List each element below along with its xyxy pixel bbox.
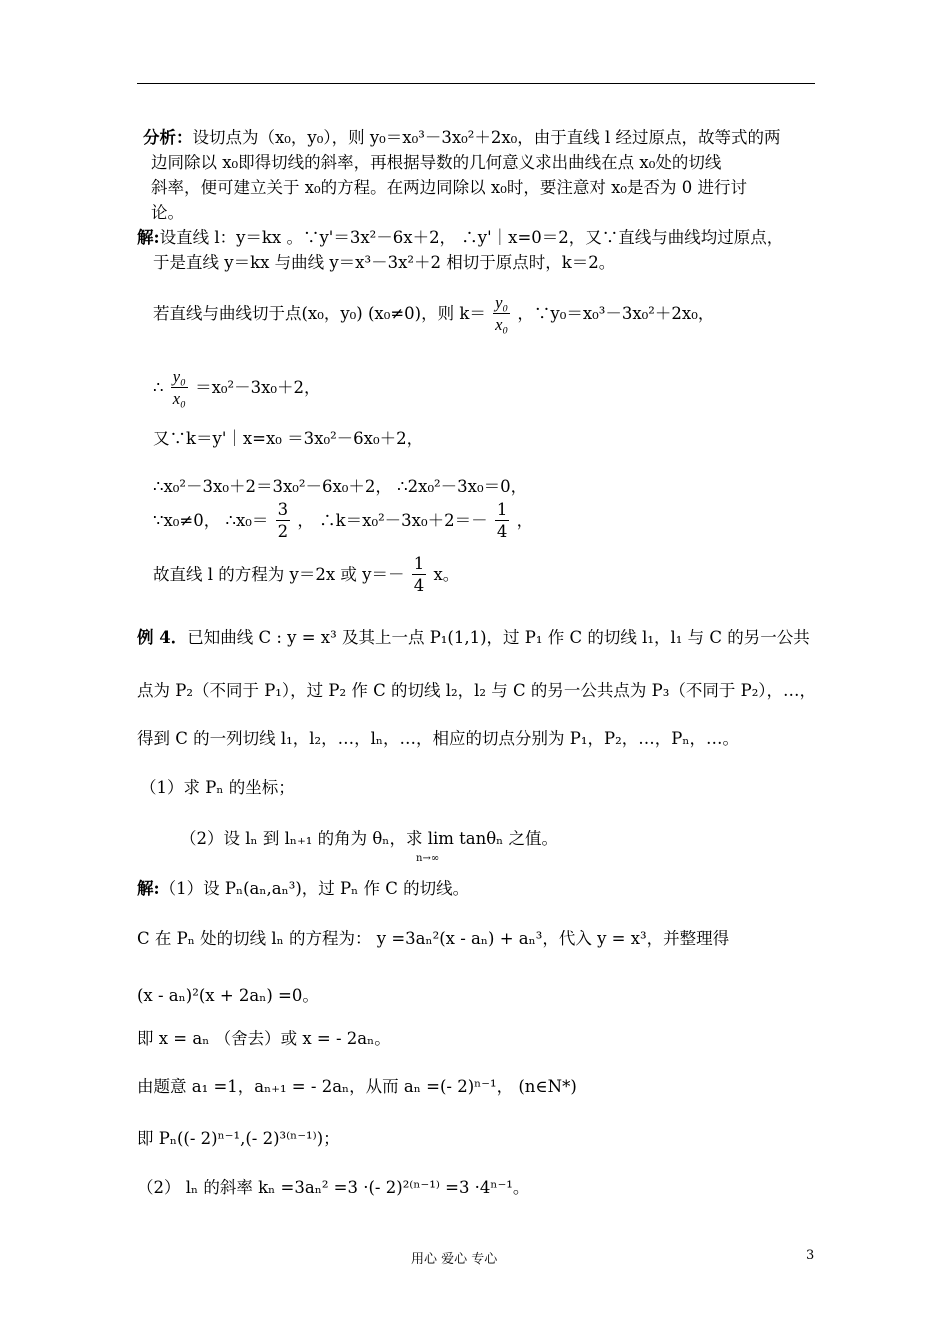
limit-subscript: n→∞ [416,853,440,864]
fraction-1-4: $\frac{1}{4}$ [496,500,508,541]
solution2-line-4: 即 x = aₙ （舍去）或 x = - 2aₙ。 [137,1029,391,1048]
solution2-line-1: 解:（1）设 Pₙ(aₙ,aₙ³)，过 Pₙ 作 C 的切线。 [137,879,470,898]
example4-line-1: 例 4．已知曲线 C : y = x³ 及其上一点 P₁(1,1)，过 P₁ 作 C 的切线 l₁，l₁ 与 C 的另一公共 [137,628,810,647]
fraction-y0-x0: $\frac{\text{y₀}}{\text{x₀}}$ [172,367,186,408]
solution1-label: 解: [137,228,160,247]
analysis-line-4: 论。 [151,203,184,222]
solution1-line-8: 故直线 l 的方程为 y＝2x 或 y＝－ $\frac{1}{4}$ x。 [153,554,460,595]
solution1-line-5: 又∵k＝y'｜x=x₀ ＝3x₀²－6x₀＋2， [153,429,424,448]
solution1-line-2: 于是直线 y＝kx 与曲线 y＝x³－3x²＋2 相切于原点时，k＝2。 [153,253,616,272]
example4-question-1: （1）求 Pₙ 的坐标； [140,778,295,797]
fraction-y0-x0: $\frac{\text{y₀}}{\text{x₀}}$ [495,293,509,334]
solution1-line-4: ∴ $\frac{\text{y₀}}{\text{x₀}}$ ＝x₀²－3x₀＋2， [153,367,321,408]
analysis-line-1: 分析：设切点为（x₀，y₀），则 y₀＝x₀³－3x₀²＋2x₀，由于直线 l 经过原点，故等式的两 [143,128,781,147]
analysis-label: 分析： [143,128,193,147]
solution1-line-7: ∵x₀≠0， ∴x₀＝ $\frac{3}{2}$ ， ∴k＝x₀²－3x₀＋2＝－ $\frac{1}{4}$ ， [153,500,534,541]
analysis-line-2: 边同除以 x₀即得切线的斜率，再根据导数的几何意义求出曲线在点 x₀处的切线 [151,153,722,172]
solution2-label: 解: [137,879,160,898]
page-number: 3 [806,1248,815,1263]
solution2-line-3: (x - aₙ)²(x + 2aₙ) =0。 [137,986,319,1005]
fraction-3-2: $\frac{3}{2}$ [277,500,289,541]
solution2-line-6: 即 Pₙ((- 2)ⁿ⁻¹,(- 2)³⁽ⁿ⁻¹⁾)； [137,1129,340,1148]
solution1-line-1: 解:设直线 l：y＝kx 。∵y'＝3x²－6x＋2， ∴y'｜x=0＝2，又∵直线与曲线均过原点， [137,228,784,247]
example4-label: 例 4． [137,628,188,647]
example4-line-3: 得到 C 的一列切线 l₁，l₂，…，lₙ，…，相应的切点分别为 P₁，P₂，…，Pₙ，…。 [137,729,739,748]
fraction-1-4: $\frac{1}{4}$ [413,554,425,595]
footer-slogan: 用心 爱心 专心 [411,1252,498,1267]
solution2-line-7: （2） lₙ 的斜率 kₙ =3aₙ² =3 ·(- 2)²⁽ⁿ⁻¹⁾ =3 ·4ⁿ⁻¹。 [137,1178,530,1197]
example4-line-2: 点为 P₂（不同于 P₁），过 P₂ 作 C 的切线 l₂，l₂ 与 C 的另一公共点为 P₃（不同于 P₂），…， [137,681,817,700]
solution2-line-5: 由题意 a₁ =1，aₙ₊₁ = - 2aₙ，从而 aₙ =(- 2)ⁿ⁻¹， (n∈N*) [137,1077,577,1096]
example4-question-2: （2）设 lₙ 到 lₙ₊₁ 的角为 θₙ，求 lim tanθₙ 之值。 n→∞ [180,828,558,850]
solution1-line-3: 若直线与曲线切于点(x₀，y₀) (x₀≠0)，则 k＝ $\frac{\text{y₀}}{\text{x₀}}$ ，∵y₀＝x₀³－3x₀²＋2x₀， [153,293,715,334]
solution2-line-2: C 在 Pₙ 处的切线 lₙ 的方程为： y =3aₙ²(x - aₙ) + aₙ³，代入 y = x³，并整理得 [137,929,730,948]
solution1-line-6: ∴x₀²－3x₀＋2＝3x₀²－6x₀＋2， ∴2x₀²－3x₀＝0， [153,477,528,496]
header-rule [137,83,815,84]
analysis-line-3: 斜率，便可建立关于 x₀的方程。在两边同除以 x₀时，要注意对 x₀是否为 0 进行讨 [151,178,747,197]
